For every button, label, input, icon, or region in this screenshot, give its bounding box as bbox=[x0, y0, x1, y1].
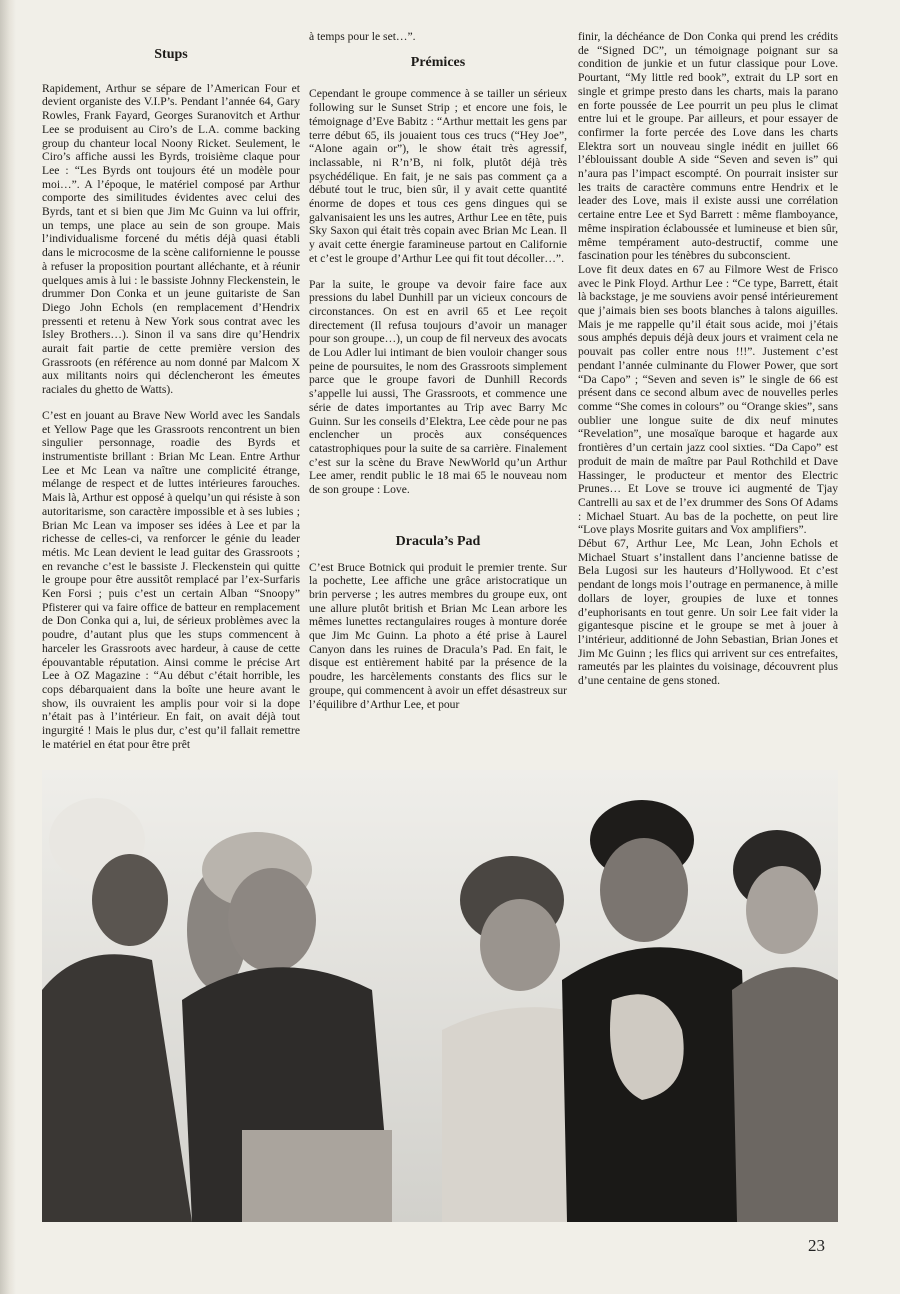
paragraph: à temps pour le set…”. bbox=[309, 30, 416, 43]
page-number: 23 bbox=[808, 1236, 825, 1255]
paragraph: Cependant le groupe commence à se tailler un sérieux following sur le Sunset Strip ; et encore une fois, le témoignage d’Eve Babitz : “Arthur mettait les gens par terre début 65, ils jouaient tous ces trucs (“Hey Joe”, “Alone again or”), le show était très agressif, inclassable, ni R’n’B, ni folk, plutôt déjà très psychédélique. En fait, je ne sais pas comment ça a débuté tout le truc, bien sûr, il y avait cette quantité énorme de dopes et tous ces gens dingues qui se galvanisaient les uns les autres, Arthur Lee en tête, puis Sky Saxon qui était très copain avec Brian Mc Lean. Il y avait cette énergie faramineuse partout en Californie et c’est le groupe d’Arthur Lee qui fit tout décoller…”. bbox=[309, 87, 567, 265]
column-1 bbox=[42, 30, 300, 751]
section-heading-premices: Prémices bbox=[410, 54, 466, 70]
paragraph: finir, la déchéance de Don Conka qui prend les crédits de “Signed DC”, un témoignage poignant sur sa condition de junkie et un futur classique pour Love. Pourtant, “My little red book”, extrait du LP sort en single et grimpe presto dans les charts, mais la parano en forte poussée de Lee pourrit un peu plus le climat entre lui et le groupe. Par ailleurs, et pour essayer de confirmer la forte percée des Love dans les charts Elektra sort un nouveau single inédit en juillet 66 l’éblouissant double A side “Seven and seven is” qui n’aura pas l’impact escompté. On pourrait insister sur les traits de caractère communs entre Hendrix et le leader des Love, mais il existe aussi une corrélation certaine entre Lee et Syd Barrett : même flamboyance, même inspiration éclaboussée et lumineuse et bien sûr, même tempérament auto-destructif, comme une fascination pour les ténèbres du subconscient. bbox=[578, 30, 838, 263]
paragraph: Rapidement, Arthur se sépare de l’American Four et devient organiste des V.I.P’s. Pendant l’année 64, Gary Rowles, Frank Fayard, Georges Suranovitch et Arthur Lee se produisent au Ciro’s de L.A. comme backing group du chanteur local Noony Ricket. Seulement, le Ciro’s affiche aussi les Byrds, troisième claque pour Lee : “Les Byrds ont toujours été un modèle pour moi…”. A l’époque, le matériel composé par Arthur comporte des similitudes évidentes avec celui des Byrds, tant et si bien que Jim Mc Guinn va lui offrir, un temps, une place au sein de son groupe. Mais l’individualisme forcené du métis déjà quasi établi dans le microcosme de la scène californienne le pousse à refuser la proposition pourtant alléchante, et à réunir quelques amis à lui : le bassiste Johnny Fleckenstein, le drummer Don Conka et un jeune guitariste de San Diego John Echols (en remplacement d’Hendrix pressenti et retenu à New York sous contrat avec les Isley Brothers…). Sinon il va sans dire qu’Hendrix aurait fait partie de cette première version des Grassroots (en référence au nom donné par Malcom X aux militants noirs qui déclencheront les émeutes raciales du ghetto de Watts). bbox=[42, 81, 300, 397]
column-2 bbox=[309, 30, 567, 711]
page-spine-shadow bbox=[0, 0, 16, 1294]
band-photo-illustration bbox=[42, 770, 838, 1222]
band-photo bbox=[42, 770, 838, 1222]
paragraph: Love fit deux dates en 67 au Filmore West de Frisco avec le Pink Floyd. Arthur Lee : “Ce type, Barrett, était là backstage, je me souviens avoir pensé intérieurement que j’aimais bien ses boots blanches à talons aiguilles. Mais je me rappelle qu’il était sous acide, moi j’étais sous amphés depuis déjà deux jours et vraiment cela ne pouvait pas coller entre nous !!!”. Justement c’est pendant l’année culminante du Flower Power, que sort “Da Capo” ; “Seven and seven is” le single de 66 est présent dans ce second album avec de nouvelles perles comme “She comes in colours” ou “Orange skies”, sans oublier une longue suite de dix neuf minutes “Revelation”, une mosaïque baroque et hagarde aux frontières d’un certain jazz cool sixties. “Da Capo” est produit de main de maître par Paul Rothchild et Dave Hassinger, le producteur et mentor des Electric Prunes… Et Love se trouve ici augmenté de Tjay Cantrelli au sax et de l’ex drummer des Sons Of Adams : Michael Stuart. Au bas de la pochette, on peut lire “Love plays Mosrite guitars and Vox amplifiers”. bbox=[578, 262, 838, 537]
section-heading-stups: Stups bbox=[154, 47, 188, 62]
paragraph: Début 67, Arthur Lee, Mc Lean, John Echols et Michael Stuart s’installent dans l’ancienne batisse de Bela Lugosi sur les hauteurs d’Hollywood. Et c’est pendant de longs mois l’outrage en permanence, à mille dollars de loyer, groupies de luxe et tonnes d’euphorisants en tout genre. Un soir Lee fait vider la gigantesque piscine et le groupe se met à jouer à l’intérieur, additionné de John Sebastian, Brian Jones et Jim Mc Guinn ; les flics qui arrivent sur ces entrefaites, rameutés par les plaintes du voisinage, découvrent plus d’une centaine de gens stoned. bbox=[578, 537, 838, 688]
paragraph: C’est en jouant au Brave New World avec les Sandals et Yellow Page que les Grassroots rencontrent un bien singulier personnage, roadie des Byrds et instrumentiste brillant : Brian Mc Lean. Entre Arthur Lee et Mc Lean va naître une complicité étrange, mélange de respect et de luttes intérieures farouches. Mais là, Arthur est opposé à quelqu’un qui résiste à son autoritarisme, son caractère impossible et à ses lubies ; Brian Mc Lean va imposer ses idées à Lee et par la richesse de celles-ci, va renforcer le génie du leader métis. Mc Lean devient le lead guitar des Grassroots ; en revanche c’est le bassiste J. Fleckenstein qui quitte le groupe pour être aussitôt remplacé par l’ex-Surfaris Ken Forsi ; puis c’est un certain Alban “Snoopy” Pfisterer qui va faire office de batteur en remplacement de Don Conka qui a, lui, de sérieux problèmes avec la poudre, d’autant plus que les stups commencent à harceler les Grassroots avec hardeur, à cause de cette épouvantable réputation. Ainsi comme le précise Art Lee à OZ Magazine : “Au début c’était horrible, les cops débarquaient dans la boîte une heure avant le show, ils ouvraient les amplis pour voir si la dope n’était pas à l’intérieur. En fait, on avait déjà tout ingurgité ! Mais le plus dur, c’est qu’il fallait remettre le matériel en état pour être prêt bbox=[42, 408, 300, 751]
paragraph: C’est Bruce Botnick qui produit le premier trente. Sur la pochette, Lee affiche une grâce aristocratique un brin perverse ; les autres membres du groupe eux, ont une allure plutôt british et Brian Mc Lean arbore les mêmes lunettes rectangulaires rouges à monture dorée que Jim Mc Guinn. La photo a été prise à Laurel Canyon dans les ruines de Dracula’s Pad. En fait, le disque est entièrement habité par la présence de la poudre, les harcèlements constants des flics sur le groupe, qui commencent à avoir un effet désastreux sur l’équilibre d’Arthur Lee, et pour bbox=[309, 560, 567, 711]
column-3 bbox=[578, 30, 838, 688]
section-heading-dracula-pad: Dracula’s Pad bbox=[395, 533, 481, 549]
paragraph: Par la suite, le groupe va devoir faire face aux pressions du label Dunhill par un vicieux concours de circonstances. On est en avril 65 et Lee reçoit directement (Il refusa toujours d’avoir un manager pour son groupe…), un coup de fil nerveux des avocats de Lou Adler lui intimant de bien vouloir changer sous peine de poursuites, le nom des Grassroots simplement parce que le groupe favori de Dunhill Records s’appelle lui aussi, The Grassroots, et commence une série de dates importantes au Trip avec Barry Mc Guinn. Sur les conseils d’Elektra, Lee cède pour ne pas enclencher un procès aux conséquences catastrophiques pour la suite de sa carrière. Finalement c’est sur la scène du Brave NewWorld qu’un Arthur Lee amer, rendit public le 18 mai 65 le nouveau nom de son groupe : Love. bbox=[309, 277, 567, 497]
